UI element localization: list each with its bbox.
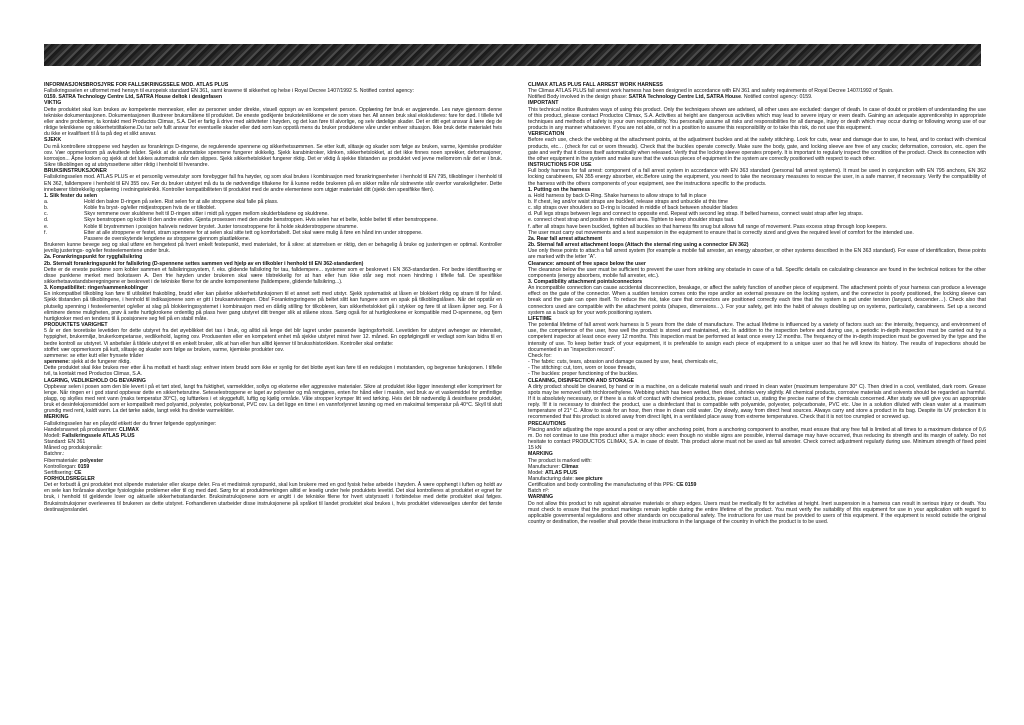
inline-label: spennene:: [44, 359, 70, 366]
step-text: c. slip straps over shoulders so D-ring is located in middle of back between shoulder blades: [528, 205, 738, 212]
section-text: Do not allow this product to rub against abrasive materials or sharp edges. Users must be medically fit for activities at height. Inert suspension in a harness can result in serious injury or death. You must check to ensure that the product markings remain legible during the entire lifetime of the product. You must verify the suitability of this equipment for use in your application with regard to applicable governmental regulations and other standards on occupational safety. The instructions for use must be provided to users of this equipment. If the equipment is resold outside the original country or destination, the reseller shall provide these instructions in the language of the country in which the product is to be used.: [528, 500, 986, 526]
step-key: f.: [44, 229, 47, 236]
marking-label: Manufacturer:: [528, 463, 562, 470]
section-heading: LIFETIME: [528, 315, 552, 322]
marking-label: Certification and body controlling the manufacturing of this PPE:: [528, 482, 677, 489]
section-heading: 2b. Sternalt forankringspunkt for fallsikring (D-spennene settes sammen ved hjelp av en tilkobler i henhold til EN 362-standarden): [44, 260, 364, 267]
step-key: c.: [44, 211, 49, 218]
section-heading: LAGRING, VEDLIKEHOLD OG BEVARING: [44, 377, 146, 384]
step-text: Etter at alle stroppene er festet, stram spennene for at selen skal sitte tett og komfortabelt. Det skal være mulig å føre en hånd inn under stroppene.: [84, 229, 423, 236]
section-text: An incompatible connection can cause accidental disconnection, breakage, or affect the safety function of another piece of equipment. The attachment points of your harness can produce a leverage effect on the gate of the connector. When a sudden tension comes onto the rope and/or an external pressure on the locking system, and the connector is poorly positioned, the locking sleeve can break and the gate can open itself. To reduce the risk, take care that connectors are positioned correctly each time that the system is put under tension (lanyard, descender…). Check also that connectors used are compatible with the attachment points (shapes, dimensions…). For your safety, get into the habit of always doubling up on systems, particularly, carabineers. Set up a second system as a back up for your work positioning system.: [528, 285, 986, 316]
step-key: a.: [44, 198, 49, 205]
section-text: Fallsikringsselen har en påsydd etikett der du finner følgende opplysninger:: [44, 420, 217, 427]
section-heading: CLEANING, DISINFECTION AND STORAGE: [528, 377, 635, 384]
section-heading: VERIFICATION: [528, 131, 565, 138]
section-text: stoffet: vær oppmerksom på kutt, slitasje og skader som følge av bruken, varme, kjemiske produkter osv.: [44, 346, 284, 353]
section-text: Dette produktet skal ikke brukes mer etter å ha mottatt et hardt slag: enhver intern brudd som ikke er synlig for det blotte øyet kan føre til en reduksjon i motstanden, og begrense funksjonen. I tilfelle tvil, ta kontakt med Productos Climax, S.A.: [44, 365, 502, 378]
step-text: d. Pull legs straps between legs and connect to opposite end. Repeat with second leg strap. If belted harness, connect waist strap after leg straps.: [528, 211, 864, 218]
step-text: Skyv remmene over skuldrene helt til D-ringen sitter i midt på ryggen mellom skulderbladene og skuldrene.: [84, 211, 329, 218]
section-text: Check for:: [528, 352, 552, 359]
step-text: Passere de overskytende lengdene av stroppene gjennom plastløkkene.: [84, 235, 251, 242]
section-text: Brukeren kunne bevege seg og skal utføre en hengetest på hvert enkelt festepunkt, med materialet, for å sikre: at størrelsen er riktig, den er behagelig å bruke og justeringen er optimal. Kontroller jevnlig justerings- og/eller festeelementene under bruk.: [44, 242, 502, 255]
intro-end: . Notified control agency: 0159.: [740, 94, 813, 101]
section-text: Fallsikringsselen mod. ATLAS PLUS er et personlig verneutstyr som forebygger fall fra høyder, og som skal brukes i kombinasjon med forankringsenheter i henhold til EN 795, tilkoblinger i henhold til EN 362, falldempere i henhold til EN 355 osv. Før du bruker utstyret må du ta de nødvendige tiltakene for å kunne redde brukeren på en sikker måte når sistnevnte står overfor vanskeligheter. Dette innebærer tilstrekkelig opplæring i redningsteknikk. Kontroller kompatibiliteten til produktet med de andre elementene som utgjør materialet ditt (sjekk den spesifikke filen).: [44, 174, 502, 193]
section-text: The product is marked with:: [528, 457, 592, 464]
section-heading: 1. Putting on the harness: [528, 186, 590, 193]
step-text: Hold den bakre D-ringen på selen. Rist selen for at alle stroppene skal falle på plass.: [84, 198, 279, 205]
marking-value: Climax: [561, 463, 579, 470]
section-heading: 1. Slik fester du selen: [44, 192, 98, 199]
marking-label: Kontrollorgan:: [44, 463, 78, 470]
page-title: INFORMASJONSBROSJYRE FOR FALLSIKRINGSSELE MOD. ATLAS PLUS: [44, 82, 229, 88]
section-heading: SJEKK: [44, 137, 62, 144]
step-text: f. after all straps have been buckled, tighten all buckles so that harness fits snug but allows full range of movement. Pass excess strap through loop keepers.: [528, 223, 887, 230]
section-text: The clearance below the user must be sufficient to prevent the user from striking any obstacle in case of a fall. Specific details on calculating clearance are found in the technical notices for the other components (energy absorbers, mobile fall arrester, etc.).: [528, 266, 986, 279]
section-text: Placing and/or adjusting the rope around a post or any other anchoring point, from a anchoring component to another, must ensure that any free fall is limited at all times to a maximum distance of 0,6 m. Do not continue to use this product after a major shock: even though no visible signs are possible, internal damage may have occurred, thus reducing its strength and its margin of safety. Do not hesitate to contact PRODUCTOS CLIMAX, S.A. in case of doubt. This product alone must not be used as fall arrester. Check correct adjustment regularly during use. Minimum strength of fixed point 15 kN: [528, 426, 986, 452]
marking-label: Sertifisering:: [44, 469, 75, 476]
section-text: En inkompatibel tilkobling kan føre til utilsiktet frakobling, brudd eller kan påvirke sikkerhetsfunksjonen til et annet sett med utstyr. Sjekk systematisk at låsen er blokkert riktig og stram til for hånd. Sjekk tilstanden på tilkoblingene, i henhold til indikasjonene som er gitt i bruksanvisningen. Obs! Forankringsringene på beltet slitt kan fungere som en spak på tilkoblingslåsen. Når det oppstår en plutselig spenning i festeelementet og/eller at slag på blokkeringssystemet i kombinasjon med en dårlig stilling for tilkobleren, kan sikkerhetslokket gå i stykker og føre til at låsen åpner seg. For å eliminere denne muligheten, prøv å sette hurtigkrokene ordentlig på plass hver gang utstyret ditt trenger slik at ståene stoss. Sørg også for at hurtigkrokene er kompatible med D-spennene, og fjern hurtigkroker med en tendens til å posisjonere seg feil på en stabil måte.: [44, 291, 502, 322]
marking-value: 0159: [77, 463, 90, 470]
section-text: Oppbevar selen i posen som den ble levert i på et tørt sted, langt fra fuktighet, varmekilder, sollys og eksterne eller aggressive materialer. Sikre at produktet ikke ligger innestengt eller komprimert for lenge. Når ringen er i god stand oppbevar dette en sikkerhetsrutine. Seteselestroppene er laget av polyester og må rengjøres, enten for hånd eller i maskin, ved bruk av et vaskemiddel for ømfintlige plagg, og skylles med rent vann (maks temperatur 30°C), og lufttørkes i et skyggefullt, luftig og kjølig område. Våte stropper krymper litt ved tørking. Hvis det blir nødvendig å desinfisere produktet, bruk et desinfeksjonsmiddel som er kompatibelt med polyamid, polyester, polykarbonat, PVC osv. La det ligge en time i en vannforlynnet løsning og med en maksimal temperatur på 40°C. Skyll til slutt grundig med rent, kaldt vann. La det tørke sakte, langt vekk fra direkte varmekilder.: [44, 383, 502, 415]
header-banner: [44, 44, 981, 66]
section-heading: FORHOLDSREGLER: [44, 476, 95, 482]
section-text: The potential lifetime of fall arrest work harness is 5 years from the date of manufacture. The actual lifetime is influenced by a variety of factors such as: the intensity, frequency, and environment of use, the competence of the user, how well the product is stored and maintained, etc. In addition to the inspection before and during use, a periodic in-depth inspection must be carried out by a competent inspector at least once every 12 months. This inspection must be performed at least once every 12 months. The frequency of the in-depth inspection must be governed by the type and the intensity of use. To keep better track of your equipment, it is preferable to assign each piece of equipment to a unique user so that he will know its history. The results of inspections should be documented in an “inspection record”.: [528, 322, 986, 353]
section-text: A dirty product should be cleaned, by hand or in a machine, on a delicate material wash and rinsed in clean water (maximum temperature 30° C). Then dried in a cool, ventilated, dark room. Grease spots may be removed with trichloroethylene. Webbing which has been wetted, then dried, shrinks very slightly. All chemical products, corrosive materials and solvents should be regarded as harmful. If it is absolutely necessary, or if there is a risk of contact with chemical products, please contact us, stating the precise name of the chemicals concerned. After study we will give you an appropriate reply. !If it is necessary to disinfect the product, use a disinfectant that is compatible with polyamide, polyester, polycarbonate, PVC etc. Use in a solution diluted with clean water at a maximum temperature of 21° C. Allow to soak for an hour, then rinse in clean cold water. Dry slowly, away from direct heat sources. Always carry and store a product in its bag. Despite its UV protection it is recommended that this product is stored away from direct light, in a ventilated place away from extreme temperatures. Check that it is not too crumpled or screwed up.: [528, 383, 986, 421]
section-text: 5 år er den teoretiske levetiden for dette utstyret fra det øyeblikket det tas i bruk, og alltid så lenge det blir lagret under passende lagringsforhold. Levetiden for utstyret avhenger av intensitet, hyppighet, brukermiljø, brukerkompetanse, vedlikehold, lagring osv. Produsenten eller en kompetent enhet må sjekke utstyret minst hver 12. måned. En oppfølgingsfil er vedlagt som kan bidra til en bedre kontroll av utstyret. Vi anbefaler å tildele utstyret til en enkelt bruker, slik at han eller hun alltid kjenner til bruksshistorikken. Kontroller skal omfatte:: [44, 328, 502, 347]
marking-line: Batch nº:: [528, 488, 549, 495]
marking-label: Modell:: [44, 432, 63, 439]
section-heading: WARNING: [528, 494, 554, 501]
section-text: sømmene: se etter kutt eller frynsete tråder: [44, 352, 144, 359]
marking-label: Manufacturing date:: [528, 476, 576, 482]
step-text: b. If chest, leg and/or waist straps are buckled, release straps and unbuckle at this time: [528, 198, 728, 205]
section-heading: 2b. Sternal fall arrest attachment loops (Attach the sternal ring using a connector EN 362): [528, 242, 749, 249]
section-heading: PRECAUTIONS: [528, 420, 566, 427]
check-item: - The fabric: cuts, tears, abrasion and damage caused by use, heat, chemicals etc,: [528, 359, 718, 366]
intro-label: Notified Body involved in the design phase:: [528, 94, 629, 101]
section-text: Before each use, check the webbing at the attachment points, at the adjustment buckles and at the safety stitching. Look for cuts, wear and damage due to use, to heat, and to contact with chemical products, etc… (check for cut or worn threads). Check that the buckles operate correctly. Make sure the body, gate, and locking sleeve are free of any cracks; deformation, corrosion, etc. open the gate and verify that it closes itself automatically when released. Verify that the locking sleeve operates properly. It is important to regularly inspect the condition of the product. Check its connection with the other equipment in the system and make sure that the various pieces of equipment in the system are correctly positioned with respect to each other.: [528, 137, 986, 162]
marking-value: see picture: [575, 476, 603, 482]
marking-line: Standard: EN 361: [44, 439, 86, 446]
section-heading: MARKING: [528, 451, 553, 458]
step-key: d.: [44, 217, 49, 224]
section-text: Use only these points to attach a fall arrest system (for example a mobile fall arrester, an energy absorber, or other systems described in the EN 363 standard). For ease of identification, these points are marked with the letter “A”.: [528, 248, 986, 261]
marking-label: Fibermateriale:: [44, 457, 81, 464]
section-text: Dette er de eneste punktene som kobler sammen et fallsikringssystem, f. eks. glidende fallsikring for tau, falldempere... systemer som er beskrevet i EN 363-standarden. For bedre identifisering er disse punktene merket med bokstaven A. Den frie høyden under brukeren skal være tilstrekkelig for at han eller hun ikke står seg mot noen hindring i tilfelle fall. De spesifikke sikkerhetsavstandsberegningene er beskrevet i de tekniske filene for de andre komponentene (falldempere, glidende fallsikring...).: [44, 266, 502, 285]
section-text: Dette produktet skal kun brukes av kompetente mennesker, eller av personer under direkte, visuell oppsyn av en kompetent person. Opplæring før bruk er avgjørende. Les nøye gjennom denne tekniske dokumentasjonen. Dokumentasjonen illustrerer bruksmåtene til produktet. De eneste godkjente brukstekniikkene er de som vises her. All annen bruk skal ekskluderes: fare for død. I tillelle tvil eller andre problemer, ta kontakt med Productos Climax, S.A. Det er farlig å drive med aktiviteter i høyden, og det kan føre til alvorlige, og selv dødelige skader. Det er ditt eget ansvar å lære deg de riktige teknikkene og sikkerhetstiltakene.Du tar selv fullt ansvar for eventuelle skader eller død som kan oppstå mens du bruker produktene våre under enhver situasjon. Ikke bruk dette materialet hvis du ikke er kvalifisert til å ta på deg et slikt ansvar.: [44, 106, 502, 138]
section-heading: VIKTIG: [44, 100, 62, 107]
section-heading: BRUKSINSTRUKSJONER: [44, 168, 107, 175]
section-heading: Clearance: amount of free space below the user: [528, 260, 646, 267]
marking-label: Handelsnavnet på produsenten:: [44, 426, 119, 433]
section-heading: MERKING: [44, 414, 69, 421]
section-heading: IMPORTANT: [528, 100, 559, 107]
marking-line: Batchnr.:: [44, 451, 65, 458]
section-text: The user must carry out movements and a test suspension in the equipment to ensure that is correctly sized and gives the required level of comfort for the intended use.: [528, 229, 914, 236]
page-title: CLIMAX ATLAS PLUS FALL ARREST WORK HARNESS: [528, 82, 663, 88]
section-text: Det er forbudt å gni produktet mot slipende materialer eller skarpe deler. Fra et medisinsk synspunkt, skal kun brukere med en god fysisk helse arbeide i høyden. Å være opphengt i luften og holdt av en sele kan forårsake alvorlige fysiologiske problemer eller til og med død. Sørg for at produktmerkingen alltid er leselig under hele produktets levetid. Det skal kontrolleres at produktet er egnet for bruk, i henhold til gjeldende lover og aktuelle sikkerhetsstandarder. Bruksinstruksjonene som er angitt i de tekniske filene for hvert utstyrssett i forbindelse med dette produktet skal følges. Bruksinstruksjoner overleveres til brukeren av dette utstyret. Forhandleren utarbeider disse instruksjonene på språket til landet produktet skal brukes i, hvis produktet videreselges utenfor det første destinasjonslandet.: [44, 482, 502, 513]
step-text: Koble til brystremmen i posisjon halvveis nedover brystet. Juster torsostroppene for å holde skulderstroppene stramme.: [84, 223, 358, 230]
english-column: [528, 82, 986, 525]
section-text: This technical notice illustrates ways of using this product. Only the techniques shown are advised, all other uses are excluded: danger of death. In case of doubt or problem of understanding the use of this product, please contact Productos Climax, S.A. Activities at height are dangerous activities which may lead to severe injury or even death. Gaining an adequate apprenticeship in appropriate techniques and methods of safety is your own responsibility. You personally assume all risks and responsibilities for all damage, injury or death which may occur during or following wrong use of our products in any manner whatsoever. If you are not able, or not in a position to assume this responsibility or to take this risk, do not use this equipment.: [528, 106, 986, 132]
step-key: b.: [44, 205, 49, 212]
marking-label: Model:: [528, 469, 546, 476]
step-text: e. connect chest strap and position in midchest area. Tighten to keep shoulder straps taut.: [528, 217, 735, 224]
norwegian-column: [44, 82, 502, 513]
marking-value: CE 0159: [676, 482, 697, 489]
section-text: Full body harness for fall arrest: component of a fall arrest system in accordance with EN 363 standard (personal fall arrest systems). It must be used in conjunction with EN 795 anchors, EN 362 locking carabineers, EN 355 energy absorber, etc.Before using the equipment, you need to take the necessary measures to rescue the user, in a safe manner, if necessary. Verify the compatibility of the harness with the others components of your equipment, see the instructions specific to the products.: [528, 168, 986, 187]
marking-line: Måned og produksjonsår:: [44, 445, 103, 452]
marking-value: Fallsikringssele ATLAS PLUS: [62, 432, 135, 439]
check-item: - The stitching: cut, torn, worn or loose threads,: [528, 365, 637, 372]
intro-text: Fallsikringsselen er utformet med hensyn til europeisk standard EN 361, samt kravene til sikkerhet og helse i Royal Decree 1407/1992 S. Notified control agency:: [44, 88, 414, 95]
step-text: Skyv benstroppen og koble til den andre enden. Gjenta prosessen med den andre benstroppen. Hvis selen har et belte, koble beltet til etter benstroppene.: [84, 217, 438, 224]
intro-body: SATRA Technology Centre Ltd, SATRA House: [628, 94, 741, 101]
intro-text-2: 0159. SATRA Technology Centre Ltd, SATRA House deltok i designfasen: [44, 94, 223, 101]
step-text: Koble fra bryst- og/eller midjestroppen hvis de er tilkoblet.: [84, 205, 217, 212]
intro-text: The Climax ATLAS PLUS fall arrest work harness has been designed in accordance with EN 361 and safety requirements of Royal Decree 1407/1992 of Spain.: [528, 88, 894, 95]
section-heading: PRODUKTETS VARIGHET: [44, 322, 108, 329]
marking-value: polyester: [80, 457, 104, 464]
section-heading: 3. Kompatibilitet: ringer/sammenkoblinger: [44, 285, 149, 292]
marking-value: CLIMAX: [119, 426, 139, 433]
marking-value: CE: [74, 469, 82, 476]
check-item: - The buckles: proper functioning of the buckles.: [528, 371, 639, 378]
section-text: Du må kontrollere stroppene ved høyden av forankrings D-ringene, de regulerende spennene og sikkerhetssømmen. Se etter kutt, slitasje og skader som følge av bruken, varme, kjemiske produkter osv. Vær oppmerksom på avkuttede tråder. Sjekk at de automatiske spennene fungerer skikkelig. Sjekk karabinkroker, klinken, sikkerhetslokket, at det ikke finnes noen sprekker, deformasjoner, korrosjon... Åpne kroken og sjekk at det lukkes automatisk når den slippes. Sjekk sikkerhetslokket fungerer riktig. Det er viktig å sjekke tilstanden av produktet ved jevne mellomrom når det er i bruk. Sikre tilkoblingen og at utstyrssettene sitter riktig i henhold til hverandre.: [44, 143, 502, 169]
step-key: e.: [44, 223, 49, 230]
inline-text: sjekk at de fungerer riktig.: [69, 359, 131, 366]
section-heading: 2a. Forankringspunkt for ryggfallsikring: [44, 254, 143, 261]
section-heading: 2a. Rear fall arrest attachment: [528, 235, 603, 242]
section-heading: INSTRUCTIONS FOR USE: [528, 162, 592, 169]
section-heading: 3. Compatibility attachment points/connectors: [528, 279, 643, 285]
marking-value: ATLAS PLUS: [545, 469, 578, 476]
step-list: [44, 199, 502, 242]
step-text: a. Hold harness by back D-Ring. Shake harness to allow straps to fall in place: [528, 192, 707, 199]
